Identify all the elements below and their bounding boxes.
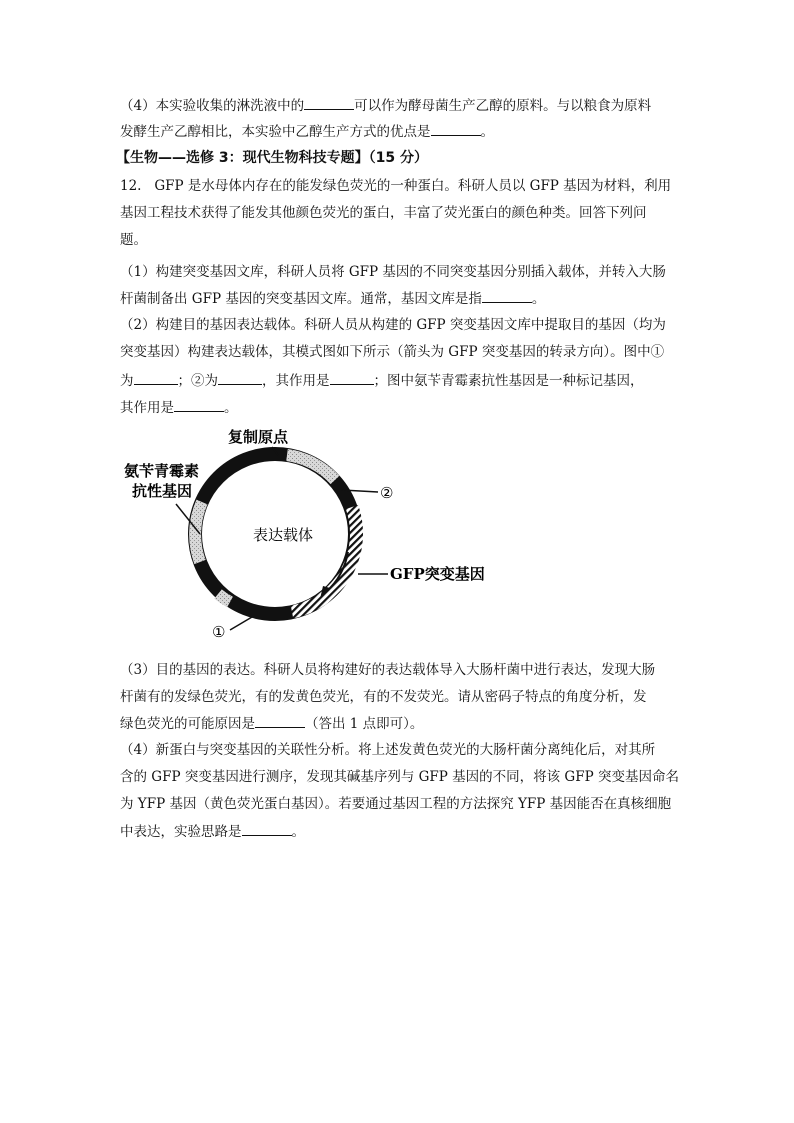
- q11-part4-line2: [120, 121, 680, 142]
- q12-text: 。: [224, 400, 238, 416]
- q12-part2-line3: [120, 370, 680, 391]
- q12-part4-line1: （4）新蛋白与突变基因的关联性分析。将上述发黄色荧光的大肠杆菌分离纯化后，对其所: [120, 742, 656, 758]
- q12-part3-line2: 杆菌有的发绿色荧光，有的发黄色荧光，有的不发荧光。请从密码子特点的角度分析，发: [120, 689, 647, 705]
- q12-text: ；②为: [177, 373, 218, 389]
- marker-1: ①: [212, 623, 226, 641]
- q11-text: 。: [480, 124, 494, 140]
- answer-blank[interactable]: [255, 713, 305, 728]
- q12-text: 中表达，实验思路是: [120, 824, 242, 840]
- expression-vector-figure: [120, 422, 520, 642]
- q12-part4-line3: 为 YFP 基因（黄色荧光蛋白基因）。若要通过基因工程的方法探究 YFP 基因能否在真核细胞: [120, 796, 672, 812]
- q12-text: ，其作用是: [262, 373, 330, 389]
- q11-part4-line1: [120, 95, 680, 116]
- answer-blank[interactable]: [304, 95, 354, 110]
- q12-intro-line1: 12. GFP 是水母体内存在的能发绿色荧光的一种蛋白。科研人员以 GFP 基因为材料，利用: [120, 178, 672, 194]
- answer-blank[interactable]: [218, 370, 262, 385]
- q12-part3-line1: （3）目的基因的表达。科研人员将构建好的表达载体导入大肠杆菌中进行表达，发现大肠: [120, 662, 656, 678]
- q12-part1-line1: （1）构建突变基因文库，科研人员将 GFP 基因的不同突变基因分别插入载体，并转入大肠: [120, 264, 666, 280]
- answer-blank[interactable]: [482, 288, 532, 303]
- origin-label: 复制原点: [228, 428, 289, 446]
- q12-part3-line3: [120, 713, 680, 734]
- amp-resistance-segment-2: [218, 594, 230, 602]
- q11-text: （4）本实验收集的淋洗液中的: [120, 98, 305, 114]
- q12-intro-line2: 基因工程技术获得了能发其他颜色荧光的蛋白，丰富了荧光蛋白的颜色种类。回答下列问: [120, 205, 647, 221]
- plasmid-diagram: [120, 422, 520, 642]
- q11-text: 可以作为酵母菌生产乙醇的原料。与以粮食为原料: [354, 98, 652, 114]
- answer-blank[interactable]: [242, 821, 292, 836]
- q12-part2-line2: 突变基因）构建表达载体，其模式图如下所示（箭头为 GFP 突变基因的转录方向）。图中①: [120, 344, 665, 360]
- q12-part4-line2: 含的 GFP 突变基因进行测序，发现其碱基序列与 GFP 基因的不同，将该 GFP 突变基因命名: [120, 769, 679, 785]
- section-heading: 【生物——选修 3：现代生物科技专题】（15 分）: [116, 150, 428, 166]
- q12-part4-line4: [120, 821, 680, 842]
- answer-blank[interactable]: [134, 370, 178, 385]
- answer-blank[interactable]: [330, 370, 374, 385]
- q12-part1-line2: [120, 288, 680, 309]
- gene-label: GFP突变基因: [390, 565, 485, 583]
- amp-label-line2: 抗性基因: [132, 482, 193, 500]
- center-label: 表达载体: [253, 526, 314, 544]
- answer-blank[interactable]: [431, 121, 481, 136]
- q12-text: 杆菌制备出 GFP 基因的突变基因文库。通常，基因文库是指: [120, 291, 482, 307]
- q11-text: 发酵生产乙醇相比，本实验中乙醇生产方式的优点是: [120, 124, 431, 140]
- q12-part2-line4: [120, 397, 680, 418]
- q12-text: 。: [291, 824, 305, 840]
- origin-segment: [287, 455, 335, 480]
- q12-intro-line3: 题。: [120, 232, 147, 248]
- marker-2: ②: [380, 484, 394, 502]
- q12-text: （答出 1 点即可）。: [305, 716, 424, 732]
- q12-text: 为: [120, 373, 134, 389]
- q12-text: 。: [531, 291, 546, 307]
- amp-label-line1: 氨苄青霉素: [124, 462, 200, 480]
- q12-text: 其作用是: [120, 400, 174, 416]
- q12-text: 绿色荧光的可能原因是: [120, 716, 255, 732]
- answer-blank[interactable]: [174, 397, 224, 412]
- q12-text: ；图中氨苄青霉素抗性基因是一种标记基因，: [373, 373, 644, 389]
- q12-part2-line1: （2）构建目的基因表达载体。科研人员从构建的 GFP 突变基因文库中提取目的基因（均为: [120, 317, 666, 333]
- marker-1-leader-line: [230, 617, 252, 630]
